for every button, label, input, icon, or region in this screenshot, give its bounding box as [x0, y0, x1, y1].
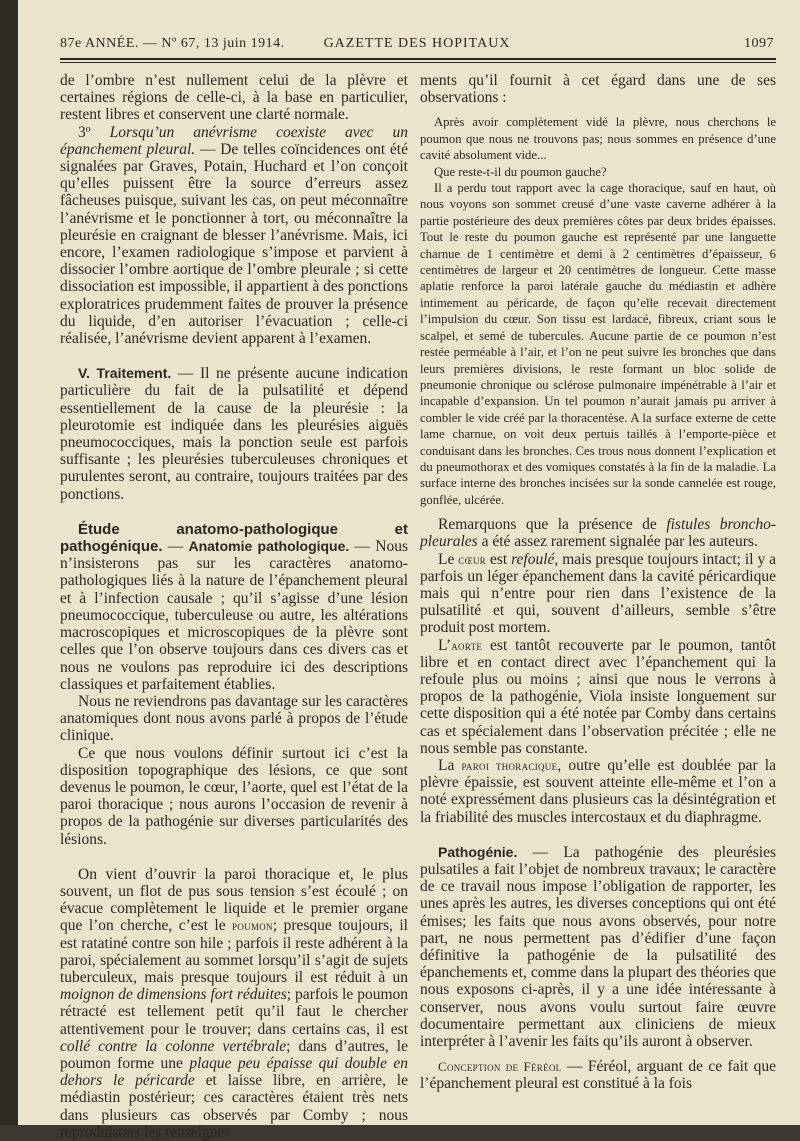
italic-segment: fistules broncho-pleurales [420, 516, 776, 551]
header-rule-thick [60, 58, 776, 60]
paragraph-continuation: ments qu’il fournit à cet égard dans une de ses observations : [420, 72, 776, 107]
journal-title: GAZETTE DES HOPITAUX [323, 36, 511, 51]
paragraph-anevrisme [60, 124, 408, 348]
text-segment: et laisse libre, en arrière, le médiastin postérieur; ces caractères étaient très nets dans plusieurs cas observés par Comby ; nous reproduisons les renseigne- [60, 1072, 408, 1141]
text-segment: L’ [438, 636, 452, 654]
running-header [60, 36, 774, 56]
item-text: — De telles coïncidences ont été signalées par Graves, Potain, Huchard et l’on conçoit qu’elles puissent être la source d’erreurs assez fâcheuses puisque, suivant les cas, on peut méconnaître l’anévrisme et le ponctionner à tort, ou méconnaître la pleurésie en craignant de blesser l’anévrisme. Mais, ici encore, l’examen radiologique s’impose et parvient à dissocier l’ombre aortique de l’ombre pleurale ; si cette dissociation est impossible, il appartient à des ponctions exploratrices prudemment faites de prouver la présence du liquide, d’en autoriser l’évacuation ; celle-ci réalisée, l’anévrisme devient apparent à l’examen. [60, 140, 408, 348]
text-conception: — Féréol, arguant de ce fait que l’épanchement pleural est constitué à la fois [420, 1058, 776, 1093]
page-binding-edge [0, 0, 18, 1125]
paragraph-aorte [420, 637, 776, 757]
issue-info: 87e ANNÉE. — Nº 67, 13 juin 1914. [60, 36, 285, 51]
item-number: 3º [78, 123, 91, 141]
text-traitement: — Il ne présente aucune indication particulière du fait de la pulsatilité et dépend essentiellement de la cause de la pleurésie : la pleurotomie est indiquée dans les pleurésies aiguës pneumococciques, mais la ponction seule est parfois suffisante ; les pleurésies tuberculeuses chroniques et purulentes seront, au contraire, toujours traitées par des ponctions. [60, 365, 408, 503]
left-column [60, 72, 409, 1141]
italic-segment: refoulé [511, 550, 555, 568]
right-column [420, 72, 776, 1112]
heading-anatomie: Anatomie pathologique. [188, 538, 350, 555]
text-segment: ; parfois le poumon rétracté est tellement petit qu’il faut le chercher attentivement pour le trouver; dans certains cas, il est [60, 986, 409, 1038]
term-aorte: aorte [451, 637, 483, 653]
section-traitement [60, 365, 408, 503]
term-paroi: paroi thoracique [461, 758, 558, 773]
heading-conception-fereol: Conception de Féréol [438, 1059, 562, 1075]
page-number: 1097 [744, 36, 774, 51]
text-segment: a été assez rarement signalée par les auteurs. [477, 533, 758, 551]
paragraph-ce-que: Ce que nous voulons définir surtout ici c’est la disposition topographique des lésions, ce que sont devenus le poumon, le cœur, l’aorte, quel est l’état de la paroi thoracique ; nous aurons l’occasion de revenir à propos de la pathogénie sur diverses particularités des lésions. [60, 744, 408, 848]
section-pathogenie [420, 844, 776, 1050]
italic-segment: plaque peu épaisse qui double en dehors le péricarde [60, 1054, 408, 1090]
text-segment: La [438, 757, 462, 774]
paragraph-ombre: de l’ombre n’est nullement celui de la plèvre et certaines régions de celle-ci, à la base en particulier, restent libres et conservent une clarté normale. [60, 72, 408, 124]
quoted-observation [420, 114, 776, 508]
header-rule-thin [60, 62, 776, 63]
text-segment: ; dans d’autres, le poumon forme une [60, 1037, 408, 1072]
quote-paragraph: Il a perdu tout rapport avec la cage thoracique, sauf en haut, où nous voyons son sommet creusé d’une vaste caverne adhérer à la partie postérieure des deux premières côtes par deux brides épaisses. Tout le reste du poumon gauche est représenté par une languette charnue de 1 centimètre et demi à 2 centimètres d’épaisseur, 6 centimètres de largeur et 20 centimètres de longueur. Cette masse aplatie renforce la paroi latérale gauche du médiastin et adhère intimement au péricarde, de façon qu’elle recevait directement l’impulsion du cœur. Son tissu est lardacé, fibreux, criant sous le scalpel, et semé de tubercules. Aucune partie de ce poumon n’est restée perméable à l’air, et l’on ne peut suivre les bronches que dans leurs premières divisions, le reste formant un bloc solide de pneumonie chronique ou sclérose pulmonaire impénétrable à l’air et incapable d’expansion. Un tel poumon n’aurait jamais pu arriver à combler le vide créé par la thoracentèse. A la surface externe de cette lame charnue, on voit deux pertuis taillés à l’emporte-pièce et conduisant dans les bronches. Ces trous nous donnent l’explication et du pneumothorax et des vomiques constatés à la fin de la maladie. La surface interne des bronches incisées sur la sonde cannelée est rouge, gonflée, ulcérée. [420, 181, 776, 507]
text-segment: Remarquons que la présence de [438, 516, 667, 534]
text-segment: On vient d’ouvrir la paroi thoracique et, le plus souvent, un flot de pus sous tension s’est écoulé ; on évacue complètement le liquide et le premier organe que l’on cherche, c’est le [60, 865, 408, 935]
heading-etude: Étude anatomo-pathologique et pathogénique. [60, 520, 408, 556]
italic-segment: collé contre la colonne vertébrale [60, 1037, 287, 1055]
term-coeur: cœur [458, 551, 486, 567]
text-segment: Le [438, 550, 459, 568]
text-anatomie: — Nous n’insisterons pas sur les caractères anatomo-pathologiques liés à la nature de l’épanchement pleural et à l’infection causale ; qu’il s’agisse d’une lésion pneumococcique, tuberculeuse ou autre, les altérations macroscopiques et microscopiques de la plèvre sont celles que l’on observe toujours dans ces divers cas et nous ne voulons pas reproduire ici des descriptions classiques et parfaitement établies. [60, 538, 408, 693]
heading-dash: — [162, 538, 189, 556]
paragraph-coeur [420, 551, 776, 637]
journal-page [18, 0, 800, 1141]
italic-segment: moignon de dimensions fort réduites [60, 986, 287, 1004]
text-segment: ; presque toujours, il est ratatiné contre son hile ; parfois il reste adhérent à la paroi, spécialement au sommet lorsqu’il s’agit de sujets tuberculeux, mais presque toujours il est réduit à un [60, 917, 408, 986]
paragraph-paroi [420, 757, 776, 826]
paragraph-on-vient [60, 866, 408, 1141]
item-title: Lorsqu’un anévrisme coexiste avec un épanchement pleural. [60, 123, 409, 158]
quote-paragraph: Après avoir complètement vidé la plèvre, nous cherchons le poumon que nous ne trouvons pas; nous sommes en présence d’une cavité absolument vide... [420, 115, 776, 163]
heading-pathogenie: Pathogénie. [438, 843, 518, 860]
text-segment: est tantôt recouverte par le poumon, tantôt libre et en contact direct avec l’épanchement qui la refoule plus ou moins ; ainsi que nous le verrons à propos de la pathogénie, Viola insiste longuement sur cette disposition qui a été notée par Comby dans certains cas et spécialement dans l’observation précitée ; elle ne nous semble pas constante. [420, 636, 776, 757]
section-etude [60, 521, 408, 693]
term-poumon: poumon [232, 918, 273, 934]
text-segment: , mais presque toujours intact; il y a parfois un léger épanchement dans la cavité péricardique mais qui n’entre pour rien dans l’existence de la pulsatilité et qui, souvent d’ailleurs, semble s’être produit post mortem. [420, 550, 776, 637]
text-segment: est [486, 550, 512, 568]
paragraph-conception-fereol [420, 1058, 776, 1092]
quote-paragraph: Que reste-t-il du poumon gauche? [434, 164, 607, 179]
text-segment: , outre qu’elle est doublée par la plèvre épaissie, est souvent atteinte elle-même et l’on a noté expressément dans plusieurs cas la désintégration et la friabilité des muscles intercostaux et du diaphragme. [420, 757, 776, 826]
text-pathogenie: — La pathogénie des pleurésies pulsatiles a fait l’objet de nombreux travaux; le caractère de ce travail nous impose l’obligation de rapporter, les unes après les autres, les diverses conceptions qui ont été émises; les faits que nous avons observés, pour notre part, ne nous permettent pas d’édifier d’une façon définitive la pathogénie de la pulsatilité des épanchements et, comme dans la plupart des théories que nous exposons ci-après, il y a une idée intéressante à conserver, nous avons voulu surtout faire œuvre documentaire permettant aux cliniciens de mieux interpréter à l’avenir les faits qu’ils auront à observer. [420, 843, 776, 1051]
paragraph-nous: Nous ne reviendrons pas davantage sur les caractères anatomiques dont nous avons parlé à propos de l’étude clinique. [60, 692, 408, 745]
heading-traitement: V. Traitement. [78, 365, 172, 382]
paragraph-remarquons [420, 516, 776, 550]
